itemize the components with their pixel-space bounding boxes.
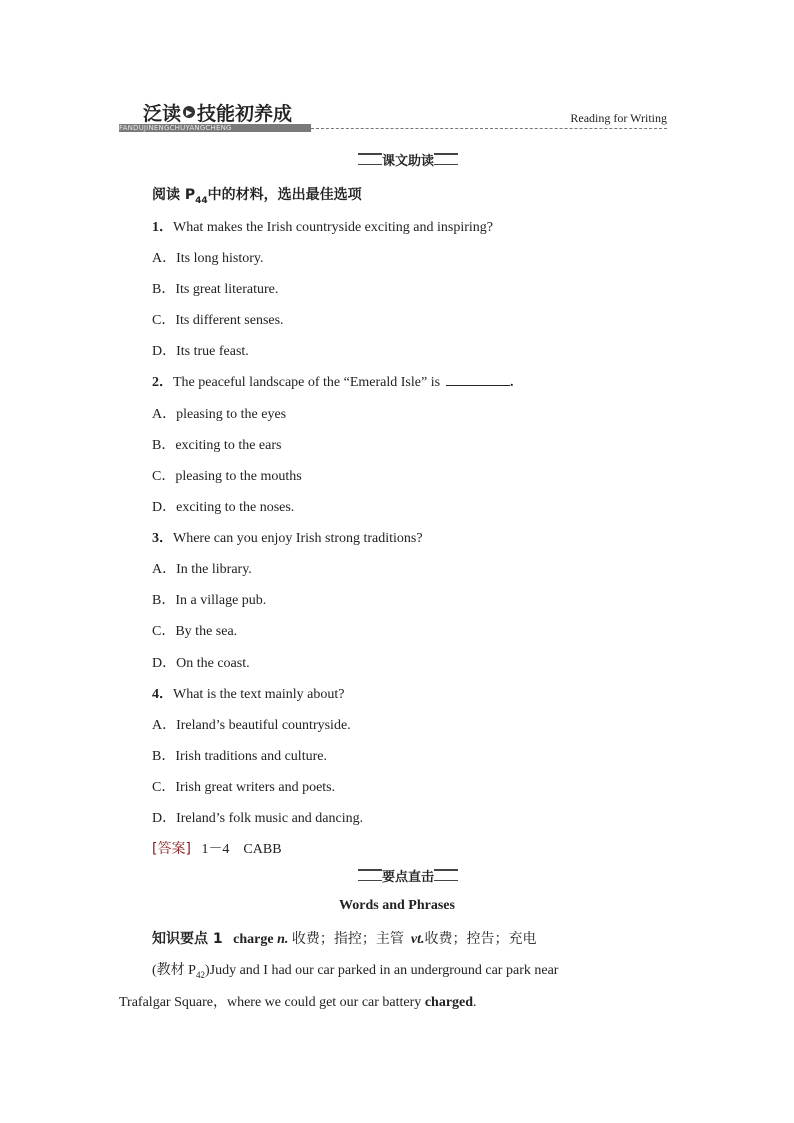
point-pos2: vt. bbox=[410, 932, 425, 947]
example-keyword: charged bbox=[424, 995, 474, 1010]
option: C．pleasing to the mouths bbox=[152, 469, 302, 484]
section-tag-reading-aid bbox=[358, 152, 458, 169]
answer-line bbox=[152, 838, 282, 858]
point-meaning2: 收费；控告；充电 bbox=[424, 931, 537, 947]
question-number: 2． bbox=[152, 375, 173, 390]
header-right-label: Reading for Writing bbox=[570, 111, 667, 125]
point-label: 知识要点 1 bbox=[152, 931, 223, 947]
instruction-pre: 阅读 P bbox=[152, 187, 196, 203]
option: D．exciting to the noses. bbox=[152, 500, 295, 515]
question-text: What is the text mainly about? bbox=[173, 687, 345, 702]
instruction-sub: 44 bbox=[195, 195, 208, 206]
header-pinyin: FANDUJINENGCHUYANGCHENG bbox=[119, 124, 311, 132]
example-line-1 bbox=[152, 959, 558, 980]
option: D．On the coast. bbox=[152, 656, 250, 671]
question-text: What makes the Irish countryside exciting and inspiring? bbox=[173, 220, 493, 235]
header-title-rest: 技能初养成 bbox=[197, 102, 293, 125]
option: B．Irish traditions and culture. bbox=[152, 749, 327, 764]
question-2: 2．The peaceful landscape of the “Emerald Isle” is . bbox=[152, 375, 514, 390]
knowledge-point bbox=[152, 928, 536, 948]
question-4 bbox=[152, 683, 344, 703]
option: B．Its great literature. bbox=[152, 282, 279, 297]
header-divider bbox=[311, 128, 667, 129]
section-tag-label: 要点直击 bbox=[382, 869, 435, 885]
option: D．Ireland’s folk music and dancing. bbox=[152, 811, 364, 826]
answer-blank bbox=[446, 373, 510, 386]
question-number: 1． bbox=[152, 220, 173, 235]
question-text: Where can you enjoy Irish strong traditions? bbox=[173, 531, 423, 546]
question-1 bbox=[152, 216, 493, 236]
tag-left-bar bbox=[358, 869, 382, 881]
header-title-main: 泛读 bbox=[143, 102, 182, 125]
point-meaning1: 收费；指控；主管 bbox=[291, 931, 404, 947]
example-line-2 bbox=[119, 991, 477, 1011]
option: A．In the library. bbox=[152, 562, 252, 577]
section-tag-label: 课文助读 bbox=[382, 153, 435, 169]
example-line2-post: . bbox=[473, 995, 477, 1010]
example-pre: (教材 P bbox=[152, 963, 196, 978]
option: A．Its long history. bbox=[152, 251, 264, 266]
section-heading: Words and Phrases bbox=[339, 898, 455, 913]
question-number: 3． bbox=[152, 531, 173, 546]
point-word: charge bbox=[233, 932, 274, 947]
header-title bbox=[143, 99, 292, 125]
tag-right-bar bbox=[434, 153, 458, 165]
option: C．Irish great writers and poets. bbox=[152, 780, 336, 795]
instruction bbox=[152, 184, 362, 206]
point-pos1: n. bbox=[277, 932, 289, 947]
question-3 bbox=[152, 527, 423, 547]
tag-right-bar bbox=[434, 869, 458, 881]
example-sub: 42 bbox=[195, 969, 205, 980]
option: D．Its true feast. bbox=[152, 344, 249, 359]
option: C．By the sea. bbox=[152, 624, 238, 639]
question-text: The peaceful landscape of the “Emerald Isle” is bbox=[173, 375, 441, 390]
question-number: 4． bbox=[152, 687, 173, 702]
section-tag-key-points bbox=[358, 868, 458, 885]
example-line2-pre: Trafalgar Square，where we could get our car battery bbox=[119, 995, 425, 1010]
option: A．pleasing to the eyes bbox=[152, 407, 287, 422]
option: A．Ireland’s beautiful countryside. bbox=[152, 718, 351, 733]
instruction-post: 中的材料，选出最佳选项 bbox=[207, 187, 362, 203]
option: B．exciting to the ears bbox=[152, 438, 282, 453]
answer-text: 1－4 CABB bbox=[201, 842, 282, 857]
arrow-icon: ▶ bbox=[183, 106, 195, 118]
answer-label: [答案] bbox=[152, 841, 191, 857]
example-post: )Judy and I had our car parked in an underground car park near bbox=[204, 963, 559, 978]
option: C．Its different senses. bbox=[152, 313, 284, 328]
tag-left-bar bbox=[358, 153, 382, 165]
option: B．In a village pub. bbox=[152, 593, 267, 608]
